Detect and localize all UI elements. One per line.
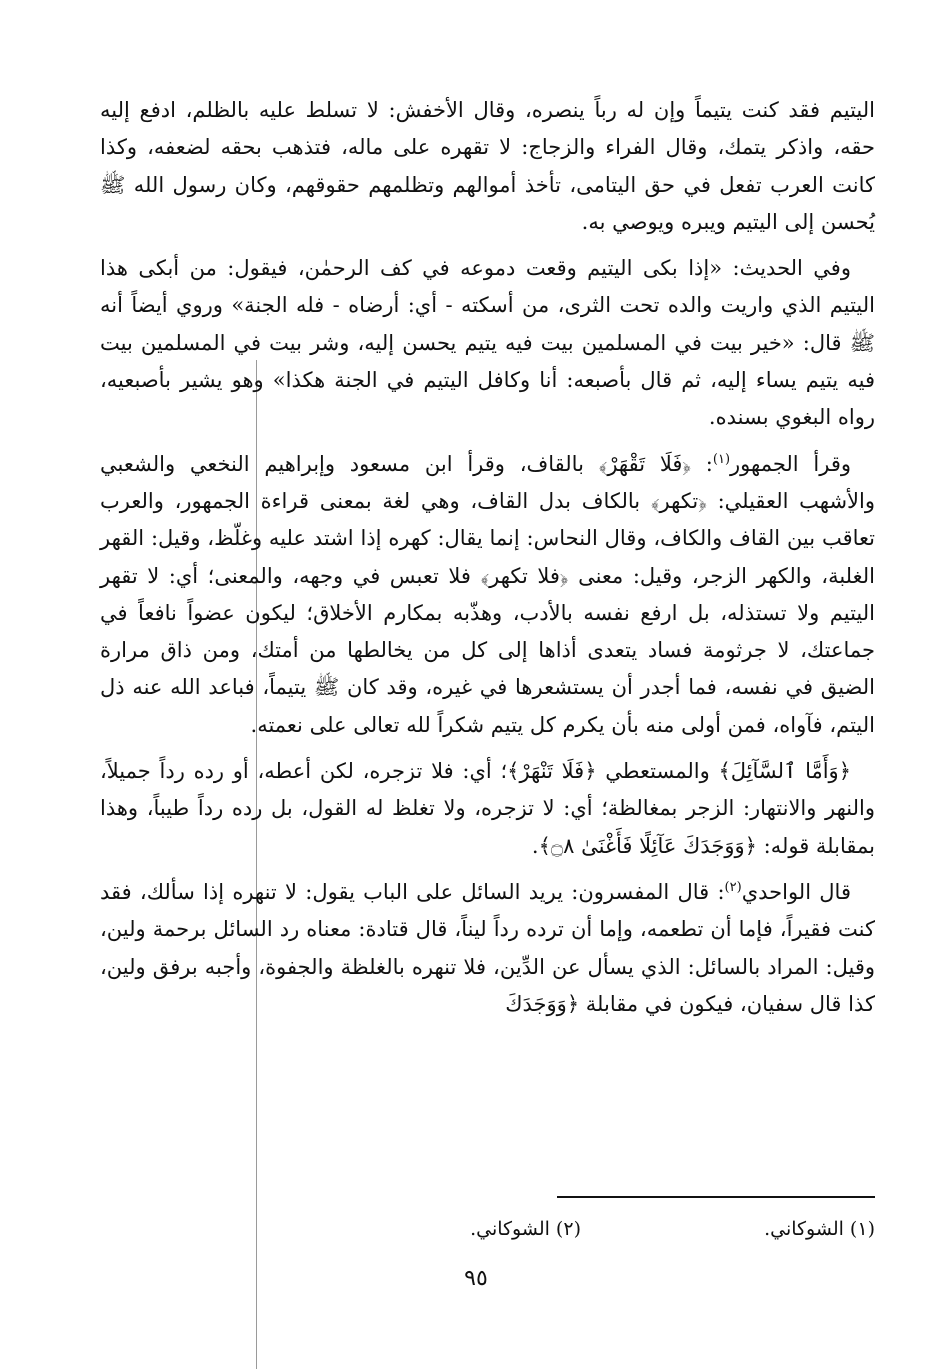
- main-text: [100, 92, 875, 1032]
- footnote-divider: [557, 1196, 875, 1198]
- paragraph-text: اليتيم فقد كنت يتيماً وإن له رباً ينصره، وقال الأخفش: لا تسلط عليه بالظلم، ادفع إليه حقه، واذكر يتمك، وقال الفراء والزجاج: لا تقهره على ماله، فتذهب بحقه لضعفه، وكذا كانت العرب تفعل في حق اليتامى، تأخذ أموالهم وتظلمهم حقوقهم، وكان رسول الله ﷺ يُحسن إلى اليتيم ويبره ويوصي به.: [100, 98, 875, 234]
- paragraph-5: [100, 874, 875, 1023]
- footnote-reference-1[interactable]: (١): [712, 451, 731, 467]
- footnote-reference-2[interactable]: (٢): [724, 879, 742, 895]
- paragraph-text: وقرأ الجمهور: [730, 451, 852, 476]
- paragraph-text: قال الواحدي: [741, 879, 851, 904]
- paragraph-1: [100, 92, 875, 241]
- paragraph-4: [100, 753, 875, 865]
- footnote-1: (١) الشوكاني.: [764, 1218, 875, 1240]
- paragraph-text: وفي الحديث: «إذا بكى اليتيم وقعت دموعه في كف الرحمٰن، فيقول: من أبكى هذا اليتيم الذي واريت والده تحت الثرى، من أسكته - أي: أرضاه - فله الجنة» وروي أيضاً أنه ﷺ قال: «خير بيت في المسلمين بيت فيه يتيم يحسن إليه، وشر بيت في المسلمين بيت فيه يتيم يساء إليه، ثم قال بأصبعه: أنا وكافل اليتيم في الجنة هكذا» وهو يشير بأصبعيه، رواه البغوي بسنده.: [100, 256, 875, 430]
- footnotes: [100, 1218, 875, 1250]
- paragraph-3: [100, 446, 875, 744]
- paragraph-text-continued: : ﴿فَلَا تَقْهَرْ﴾ بالقاف، وقرأ ابن مسعود وإبراهيم النخعي والشعبي والأشهب العقيلي: ﴿تكهر﴾ بالكاف بدل القاف، وهي لغة بمعنى قراءة الجمهور، والعرب تعاقب بين القاف والكاف، وقال النحاس: إنما يقال: كهره إذا اشتد عليه وغلّظ، وقيل: القهر الغلبة، والكهر الزجر، وقيل: معنى ﴿فلا تكهر﴾ فلا تعبس في وجهه، والمعنى؛ أي: لا تقهر اليتيم ولا تستذله، بل ارفع نفسه بالأدب، وهذّبه بمكارم الأخلاق؛ ليكون عضواً نافعاً في جماعتك، لا جرثومة فساد يتعدى أذاها إلى كل من يخالطها من أمتك، ومن ذاق مرارة الضيق في نفسه، فما أجدر أن يستشعرها في غيره، وقد كان ﷺ يتيماً، فباعد الله عنه ذل اليتم، فآواه، فمن أولى منه بأن يكرم كل يتيم شكراً لله تعالى على نعمته.: [100, 451, 875, 737]
- paragraph-text: ﴿وَأَمَّا ٱلسَّآئِلَ﴾ والمستعطي ﴿فَلَا تَنْهَرْ﴾؛ أي: فلا تزجره، لكن أعطه، أو رده رداً جميلاً، والنهر والانتهار: الزجر بمغالظة؛ أي: لا تزجره، ولا تغلظ له القول، بل رده رداً طيباً، وهذا بمقابلة قوله: ﴿وَوَجَدَكَ عَآئِلًا فَأَغْنَىٰ ۝٨﴾.: [100, 759, 875, 858]
- paragraph-2: [100, 250, 875, 436]
- page-number: ٩٥: [464, 1266, 488, 1291]
- paragraph-text-continued: : قال المفسرون: يريد السائل على الباب يقول: لا تنهره إذا سألك، فقد كنت فقيراً، فإما أن تطعمه، وإما أن ترده رداً ليناً، قال قتادة: معناه رد السائل برحمة ولين، وقيل: المراد بالسائل: الذي يسأل عن الدِّين، فلا تنهره بالغلظة والجفوة، وأجبه برفق ولين، كذا قال سفيان، فيكون في مقابلة ﴿وَوَجَدَكَ: [100, 879, 875, 1016]
- footnote-2: (٢) الشوكاني.: [470, 1218, 581, 1240]
